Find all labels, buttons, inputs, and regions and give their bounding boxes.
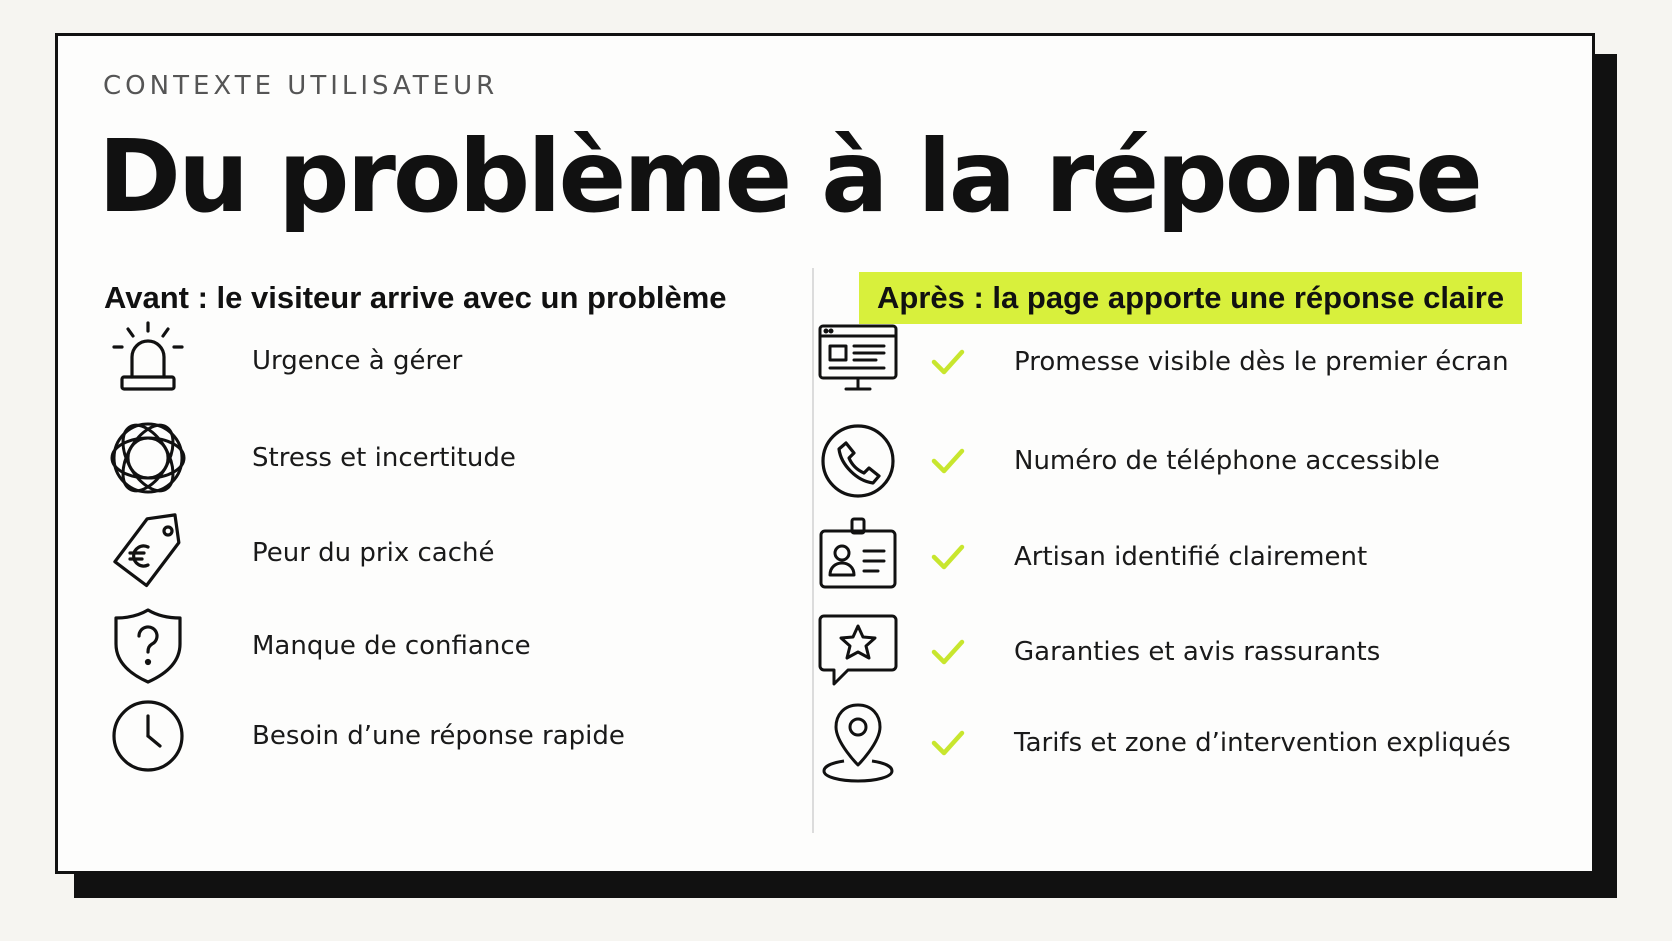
euro-price-tag-icon: [108, 513, 188, 593]
after-item-label: Garanties et avis rassurants: [1014, 637, 1381, 667]
after-item-phone: [818, 421, 1440, 501]
map-pin-icon: [818, 703, 898, 783]
before-item-label: Urgence à gérer: [252, 346, 463, 376]
before-item-label: Besoin d’une réponse rapide: [252, 721, 625, 751]
siren-icon: [108, 321, 188, 401]
after-item-reviews: [818, 612, 1380, 692]
check-icon: [930, 725, 966, 761]
page-title: Du problème à la réponse: [98, 118, 1480, 235]
check-icon: [930, 344, 966, 380]
before-item-quick-answer: [108, 696, 625, 776]
before-item-urgency: [108, 321, 462, 401]
before-item-label: Peur du prix caché: [252, 538, 495, 568]
column-divider: [812, 268, 814, 833]
after-item-artisan: [818, 517, 1367, 597]
section-kicker: CONTEXTE UTILISATEUR: [103, 71, 499, 101]
id-badge-icon: [818, 517, 898, 597]
after-item-label: Artisan identifié clairement: [1014, 542, 1368, 572]
after-item-pricing-zone: [818, 703, 1511, 783]
star-speech-bubble-icon: [818, 612, 898, 692]
after-item-label: Tarifs et zone d’intervention expliqués: [1014, 728, 1511, 758]
tangled-circles-icon: [108, 418, 188, 498]
before-item-label: Stress et incertitude: [252, 443, 516, 473]
after-item-label: Promesse visible dès le premier écran: [1014, 347, 1509, 377]
check-icon: [930, 539, 966, 575]
check-icon: [930, 443, 966, 479]
check-icon: [930, 634, 966, 670]
shield-question-icon: [108, 606, 188, 686]
after-heading: Après : la page apporte une réponse claire: [859, 272, 1522, 324]
before-item-label: Manque de confiance: [252, 631, 531, 661]
before-item-hidden-price: [108, 513, 495, 593]
after-item-label: Numéro de téléphone accessible: [1014, 446, 1440, 476]
before-item-trust: [108, 606, 531, 686]
clock-icon: [108, 696, 188, 776]
desktop-webpage-icon: [818, 322, 898, 402]
slide-card: [55, 33, 1595, 874]
after-item-promise: [818, 322, 1509, 402]
before-heading: Avant : le visiteur arrive avec un problème: [104, 280, 727, 315]
phone-icon: [818, 421, 898, 501]
before-item-stress: [108, 418, 516, 498]
